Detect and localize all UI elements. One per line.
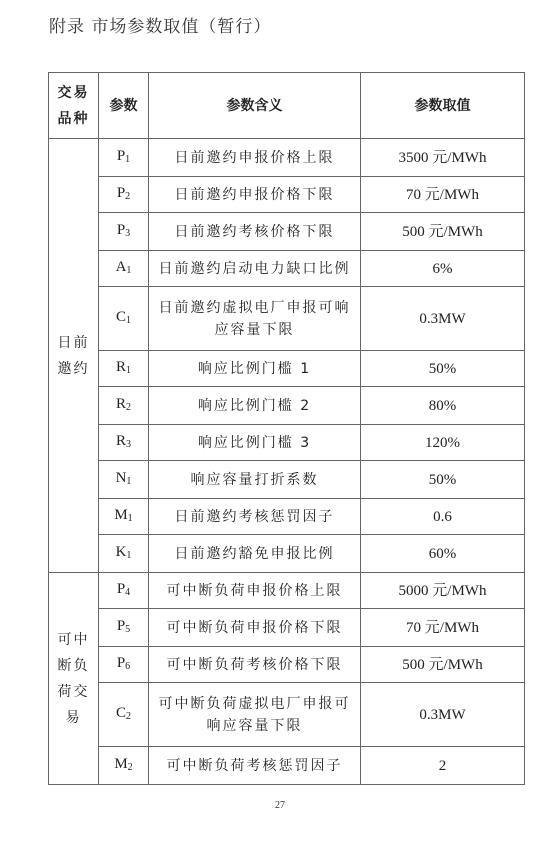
param-cell [99, 139, 149, 177]
table-body [49, 139, 525, 785]
header-value: 参数取值 [361, 73, 525, 139]
table-row [49, 425, 525, 461]
param-subscript: 4 [125, 586, 131, 598]
param-cell [99, 535, 149, 573]
param-symbol: M [114, 506, 128, 523]
table-row [49, 177, 525, 213]
value-cell: 50% [361, 461, 525, 499]
meaning-cell: 响应容量打折系数 [149, 461, 361, 499]
param-symbol: P [116, 654, 126, 671]
meaning-cell: 响应比例门槛 2 [149, 387, 361, 425]
param-cell [99, 683, 149, 747]
meaning-cell: 日前邀约申报价格下限 [149, 177, 361, 213]
param-cell [99, 647, 149, 683]
param-subscript: 1 [125, 153, 131, 165]
table-header-row [49, 73, 525, 139]
category-cell: 可中断负荷交易 [49, 573, 99, 785]
table-row [49, 387, 525, 425]
param-subscript: 2 [126, 710, 131, 722]
value-cell: 2 [361, 747, 525, 785]
meaning-cell: 可中断负荷申报价格下限 [149, 609, 361, 647]
param-cell [99, 351, 149, 387]
table-row [49, 139, 525, 177]
table-row [49, 351, 525, 387]
param-subscript: 2 [126, 401, 131, 413]
value-cell: 80% [361, 387, 525, 425]
param-symbol: M [114, 755, 128, 772]
category-cell: 日前邀约 [49, 139, 99, 573]
param-cell [99, 747, 149, 785]
value-cell: 50% [361, 351, 525, 387]
param-cell [99, 573, 149, 609]
param-subscript: 1 [127, 512, 133, 524]
page-number: 27 [275, 800, 285, 811]
table-row [49, 535, 525, 573]
value-cell: 500 元/MWh [361, 213, 525, 251]
table-row [49, 213, 525, 251]
param-symbol: P [116, 147, 126, 164]
param-symbol: R [115, 395, 126, 412]
table-row [49, 461, 525, 499]
market-parameter-table [48, 72, 525, 785]
param-symbol: P [116, 617, 126, 634]
param-subscript: 3 [125, 227, 131, 239]
value-cell: 120% [361, 425, 525, 461]
param-subscript: 2 [125, 190, 131, 202]
value-cell: 0.3MW [361, 287, 525, 351]
param-symbol: K [115, 543, 127, 560]
page-title: 附录 市场参数取值（暂行） [49, 17, 272, 37]
param-subscript: 1 [126, 314, 131, 326]
table-row [49, 647, 525, 683]
value-cell: 3500 元/MWh [361, 139, 525, 177]
param-cell [99, 499, 149, 535]
param-subscript: 1 [126, 364, 131, 376]
meaning-cell: 可中断负荷申报价格上限 [149, 573, 361, 609]
value-cell: 70 元/MWh [361, 177, 525, 213]
table-row [49, 287, 525, 351]
table-row [49, 573, 525, 609]
meaning-cell: 响应比例门槛 3 [149, 425, 361, 461]
param-symbol: P [116, 221, 126, 238]
header-meaning: 参数含义 [149, 73, 361, 139]
meaning-cell: 日前邀约申报价格上限 [149, 139, 361, 177]
value-cell: 6% [361, 251, 525, 287]
value-cell: 0.3MW [361, 683, 525, 747]
param-subscript: 2 [127, 761, 133, 773]
value-cell: 500 元/MWh [361, 647, 525, 683]
param-cell [99, 213, 149, 251]
table-row [49, 251, 525, 287]
param-subscript: 5 [125, 623, 131, 635]
param-subscript: 6 [125, 660, 131, 672]
header-param: 参数 [99, 73, 149, 139]
meaning-cell: 日前邀约考核价格下限 [149, 213, 361, 251]
meaning-cell: 响应比例门槛 1 [149, 351, 361, 387]
param-subscript: 1 [126, 475, 132, 487]
param-symbol: C [115, 704, 126, 721]
param-symbol: N [115, 469, 127, 486]
param-cell [99, 177, 149, 213]
meaning-cell: 可中断负荷虚拟电厂申报可响应容量下限 [149, 683, 361, 747]
param-cell [99, 251, 149, 287]
meaning-cell: 可中断负荷考核价格下限 [149, 647, 361, 683]
param-cell [99, 425, 149, 461]
value-cell: 5000 元/MWh [361, 573, 525, 609]
param-subscript: 1 [126, 549, 132, 561]
header-category: 交易品种 [49, 73, 99, 139]
table-row [49, 683, 525, 747]
param-cell [99, 609, 149, 647]
param-symbol: P [116, 580, 126, 597]
table-row [49, 609, 525, 647]
param-symbol: R [115, 358, 126, 375]
table-row [49, 499, 525, 535]
meaning-cell: 日前邀约豁免申报比例 [149, 535, 361, 573]
param-subscript: 1 [126, 264, 132, 276]
param-symbol: A [115, 258, 127, 275]
value-cell: 60% [361, 535, 525, 573]
table-row [49, 747, 525, 785]
param-cell [99, 461, 149, 499]
param-cell [99, 387, 149, 425]
param-symbol: P [116, 184, 126, 201]
meaning-cell: 日前邀约考核惩罚因子 [149, 499, 361, 535]
meaning-cell: 日前邀约虚拟电厂申报可响应容量下限 [149, 287, 361, 351]
meaning-cell: 日前邀约启动电力缺口比例 [149, 251, 361, 287]
value-cell: 0.6 [361, 499, 525, 535]
param-symbol: C [115, 308, 126, 325]
meaning-cell: 可中断负荷考核惩罚因子 [149, 747, 361, 785]
param-subscript: 3 [126, 438, 131, 450]
param-cell [99, 287, 149, 351]
param-symbol: R [115, 432, 126, 449]
value-cell: 70 元/MWh [361, 609, 525, 647]
